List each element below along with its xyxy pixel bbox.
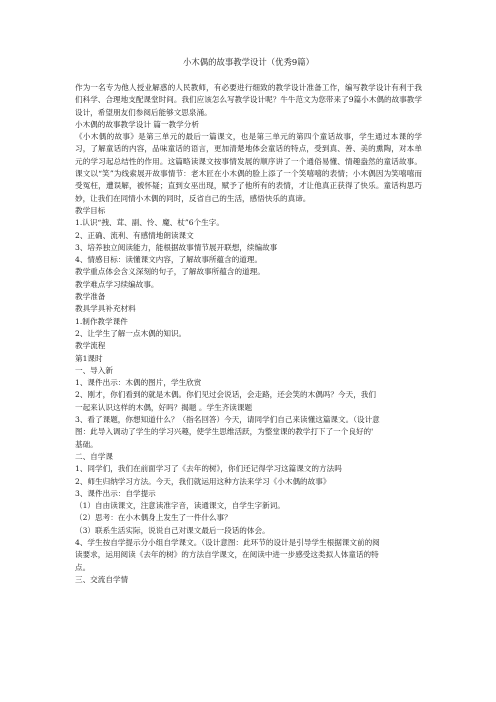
text-line: 3、课件出示：自学提示 (75, 488, 156, 498)
analysis-paragraph: 《小木偶的故事》是第三单元的最后一篇课文，也是第三单元的第四个童话故事，学生通过本课的学习，了解童话的内容，品味童话的语言，更加清楚地体会童话的特点，受到真、善、美的熏陶，对本单元的学习起总结性的作用。这篇略读课文按事情发展的顺序讲了一个通俗易懂、情趣盎然的童话故事。课文以“笑”为线索展开故事情节：老木匠在小木偶的脸上添了一个笑嘻嘻的表情；小木偶因为笑嘻嘻而受冤枉，遭误解，被怀疑；直到女巫出现，赋予了他所有的表情，才让他真正获得了快乐。童话构思巧妙，让我们在同情小木偶的同时，反省自己的生活，感悟快乐的真谛。 (75, 132, 422, 203)
text-line: 2、让学生了解一点木偶的知识。 (75, 328, 187, 338)
intro-paragraph: 作为一名专为他人授业解惑的人民教师，有必要进行细致的教学设计准备工作，编写教学设计有利于我们科学、合理地支配课堂时间。我们应该怎么写教学设计呢？牛牛范文为您带来了9篇小木偶的故事教学设计，希望朋友们参阅后能够文思泉涌。 (75, 83, 422, 117)
text-line: 教学目标 (75, 205, 106, 215)
text-line: （1）自由读课文，注意读准字音，读通课文，自学生字新词。 (75, 501, 285, 511)
content-lines (75, 205, 422, 586)
text-line: 1、课件出示：木偶的图片，学生欣赏 (75, 378, 202, 388)
text-line: 教学难点学习续编故事。 (75, 279, 159, 289)
text-line: 图：此导入调动了学生的学习兴趣，使学生思维活跃，为整堂课的教学打下了一个良好的' (75, 427, 374, 437)
text-line: 三、交流自学情 (75, 574, 129, 584)
text-line: 读要求，运用阅读《去年的树》的方法自学课文，在阅读中进一步感受这类拟人体童话的特 (75, 550, 379, 560)
text-line: 点。 (75, 562, 91, 572)
text-line: （2）思考：在小木偶身上发生了一件什么事？ (75, 513, 232, 523)
text-line: （3）联系生活实际，说说自己对课文最后一段话的体会。 (75, 525, 270, 535)
text-line: 教学准备 (75, 292, 106, 302)
text-line: 2、师生归纳学习方法。今天，我们就运用这种方法来学习《小木偶的故事》 (75, 476, 331, 486)
text-line: 2、正确、流利、有感情地朗读课文 (75, 230, 194, 240)
text-line: 一起来认识这样的木偶，好吗？揭题 。学生齐读课题 (75, 402, 253, 412)
text-line: 4、情感目标：读懂课文内容，了解故事所蕴含的道理。 (75, 255, 263, 265)
text-line: 二、自学课 (75, 451, 113, 461)
text-line: 教学流程 (75, 341, 106, 351)
text-line: 3、看了课题，你想知道什么？（指名回答）今天，请同学们自己来读懂这篇课文。（设计意 (75, 415, 380, 425)
text-line: 教学重点体会含义深刻的句子，了解故事所蕴含的道理。 (75, 267, 265, 277)
text-line: 3、培养独立阅读能力，能根据故事情节展开联想，续编故事 (75, 242, 278, 252)
section-heading: 小木偶的故事教学设计 篇一教学分析 (75, 119, 199, 129)
text-line: 基础。 (75, 439, 98, 449)
text-line: 1.认识“拽、茸、副、怜、魔、杖”6个生字。 (75, 218, 224, 228)
text-line: 一、导入新 (75, 365, 113, 375)
document-title: 小木偶的故事教学设计（优秀9篇） (183, 57, 314, 67)
text-line: 4、学生按自学提示分小组自学课文。（设计意图：此环节的设计是引导学生根据课文前的阅 (75, 537, 380, 547)
text-line: 1.制作教学课件 (75, 316, 128, 326)
text-line: 教具学具补充材料 (75, 304, 136, 314)
text-line: 第1课时 (75, 353, 103, 363)
text-line: 2、刚才，你们看到的就是木偶。你们见过会说话，会走路，还会笑的木偶吗？今天，我们 (75, 390, 376, 400)
text-line: 1、同学们，我们在前面学习了《去年的树》，你们还记得学习这篇课文的方法吗 (75, 464, 342, 474)
